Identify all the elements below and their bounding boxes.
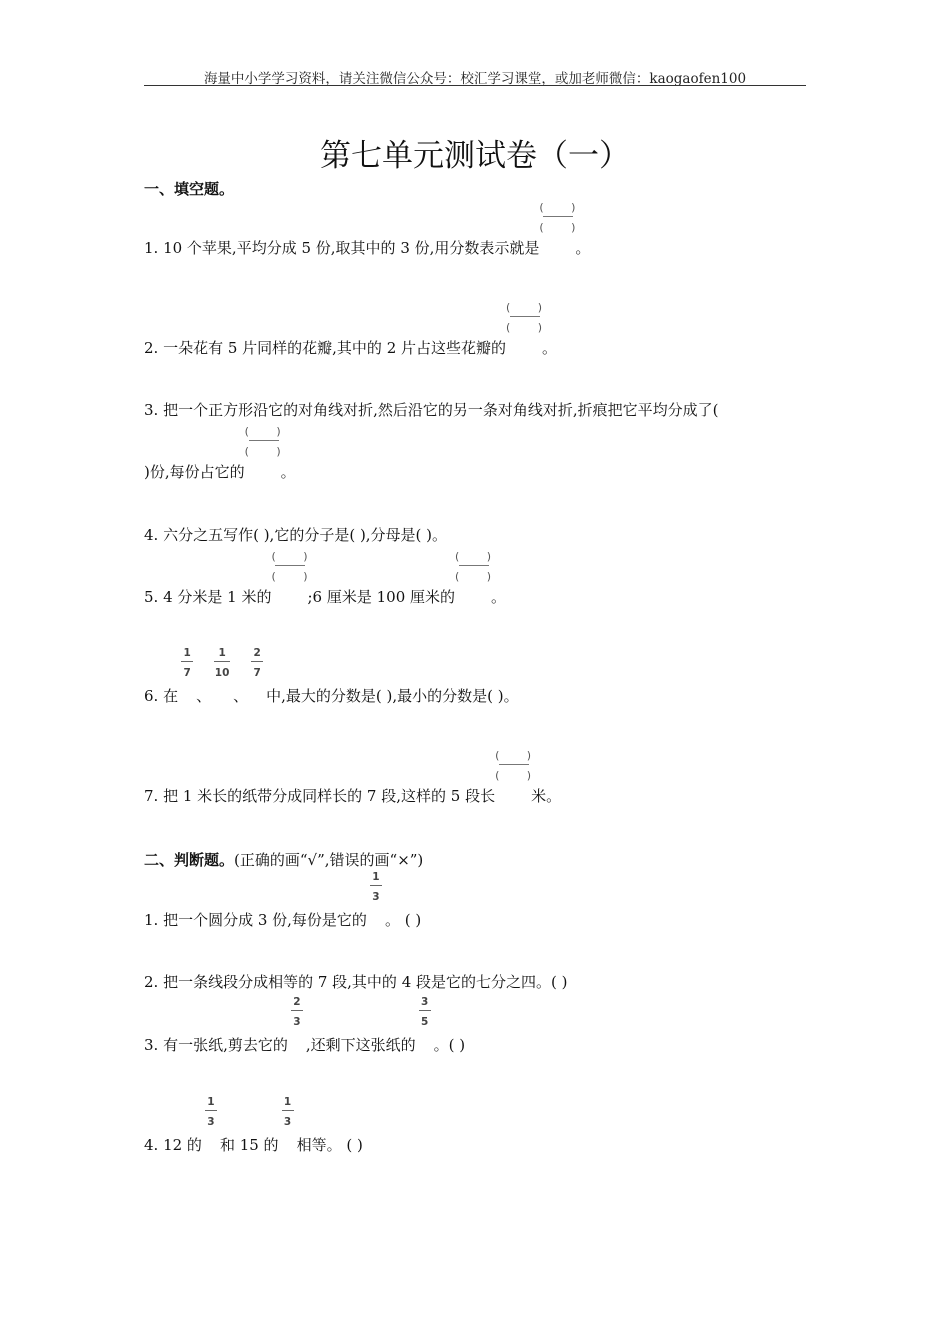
question-text: 4. 12 的 bbox=[144, 1136, 202, 1154]
section-true-false-label: 二、判断题。 bbox=[144, 851, 235, 869]
judge-question-4: 4. 12 的 $\frac{1}{3}$ 和 15 的 $\frac{1}{3}$ 相等。 ( ) bbox=[144, 1096, 363, 1154]
question-text: 6. 在 bbox=[144, 687, 179, 705]
fraction-1-10: $\frac{1}{10}$ bbox=[214, 647, 230, 679]
judge-question-3: 3. 有一张纸,剪去它的 $\frac{2}{3}$ ,还剩下这张纸的 $\frac{3}{5}$ 。( ) bbox=[144, 996, 466, 1054]
question-text: 3. 把一个正方形沿它的对角线对折,然后沿它的另一条对角线对折,折痕把它平均分成了( bbox=[144, 401, 719, 419]
fraction-1-3: $\frac{1}{3}$ bbox=[279, 1130, 297, 1150]
fraction-2-3: $\frac{2}{3}$ bbox=[288, 1030, 306, 1050]
fill-question-3-line2: )份,每份占它的 ( ) ( ) 。 bbox=[144, 425, 296, 481]
question-text: 5. 4 分米是 1 米的 bbox=[144, 588, 272, 606]
fill-question-1: 1. 10 个苹果,平均分成 5 份,取其中的 3 份,用分数表示就是 ( ) ( ) 。 bbox=[144, 201, 591, 257]
fraction-1-7: $\frac{1}{7}$ bbox=[178, 681, 196, 701]
fraction-1-3: $\frac{1}{3}$ bbox=[202, 1130, 220, 1150]
question-text: 1. 10 个苹果,平均分成 5 份,取其中的 3 份,用分数表示就是 bbox=[144, 239, 540, 257]
fill-question-7: 7. 把 1 米长的纸带分成同样长的 7 段,这样的 5 段长 ( ) ( ) 米。 bbox=[144, 749, 562, 805]
fraction-blank[interactable]: ( ) ( ) bbox=[455, 550, 492, 583]
question-text: 1. 把一个圆分成 3 份,每份是它的 bbox=[144, 911, 367, 929]
question-text: 2. 把一条线段分成相等的 7 段,其中的 4 段是它的七分之四。( ) bbox=[144, 973, 568, 991]
question-text: )份,每份占它的 bbox=[144, 463, 245, 481]
page-title: 第七单元测试卷（一） bbox=[320, 138, 630, 174]
section-fill-in bbox=[144, 178, 234, 199]
fraction-blank[interactable]: ( ) ( ) bbox=[271, 550, 308, 583]
page-header: 海量中小学学习资料，请关注微信公众号：校汇学习课堂，或加老师微信：kaogaofen100 bbox=[203, 71, 747, 87]
section-true-false-note: (正确的画“√”,错误的画“×”) bbox=[234, 851, 424, 869]
fraction-blank[interactable]: ( ) ( ) bbox=[244, 425, 281, 458]
fraction-blank[interactable]: ( ) ( ) bbox=[539, 201, 576, 234]
fill-question-2: 2. 一朵花有 5 片同样的花瓣,其中的 2 片占这些花瓣的 ( ) ( ) 。 bbox=[144, 301, 558, 357]
fraction-blank[interactable]: ( ) ( ) bbox=[506, 301, 543, 334]
section-fill-in-label: 一、填空题。 bbox=[144, 180, 235, 198]
question-text: 7. 把 1 米长的纸带分成同样长的 7 段,这样的 5 段长 bbox=[144, 787, 496, 805]
judge-question-1: 1. 把一个圆分成 3 份,每份是它的 $\frac{1}{3}$ 。 ( ) bbox=[144, 871, 422, 929]
fill-question-5: 5. 4 分米是 1 米的 ( ) ( ) ;6 厘米是 100 厘米的 ( ) ( ) 。 bbox=[144, 550, 507, 606]
question-text: 4. 六分之五写作( ),它的分子是( ),分母是( )。 bbox=[144, 526, 448, 544]
section-true-false bbox=[144, 849, 423, 870]
header-divider bbox=[144, 85, 806, 86]
judge-question-2 bbox=[144, 972, 567, 992]
fraction-2-7: $\frac{2}{7}$ bbox=[248, 681, 266, 701]
question-text: 3. 有一张纸,剪去它的 bbox=[144, 1036, 288, 1054]
fraction-1-3: $\frac{1}{3}$ bbox=[367, 905, 385, 925]
fraction-blank[interactable]: ( ) ( ) bbox=[495, 749, 532, 782]
fill-question-4 bbox=[144, 525, 447, 545]
fraction-3-5: $\frac{3}{5}$ bbox=[416, 1030, 434, 1050]
question-text: 2. 一朵花有 5 片同样的花瓣,其中的 2 片占这些花瓣的 bbox=[144, 339, 507, 357]
fill-question-6: 6. 在 $\frac{1}{7}$ 、 $\frac{1}{10}$ 、 $\frac{2}{7}$ 中,最大的分数是( ),最小的分数是( )。 bbox=[144, 647, 519, 705]
fill-question-3-line1 bbox=[144, 400, 718, 420]
